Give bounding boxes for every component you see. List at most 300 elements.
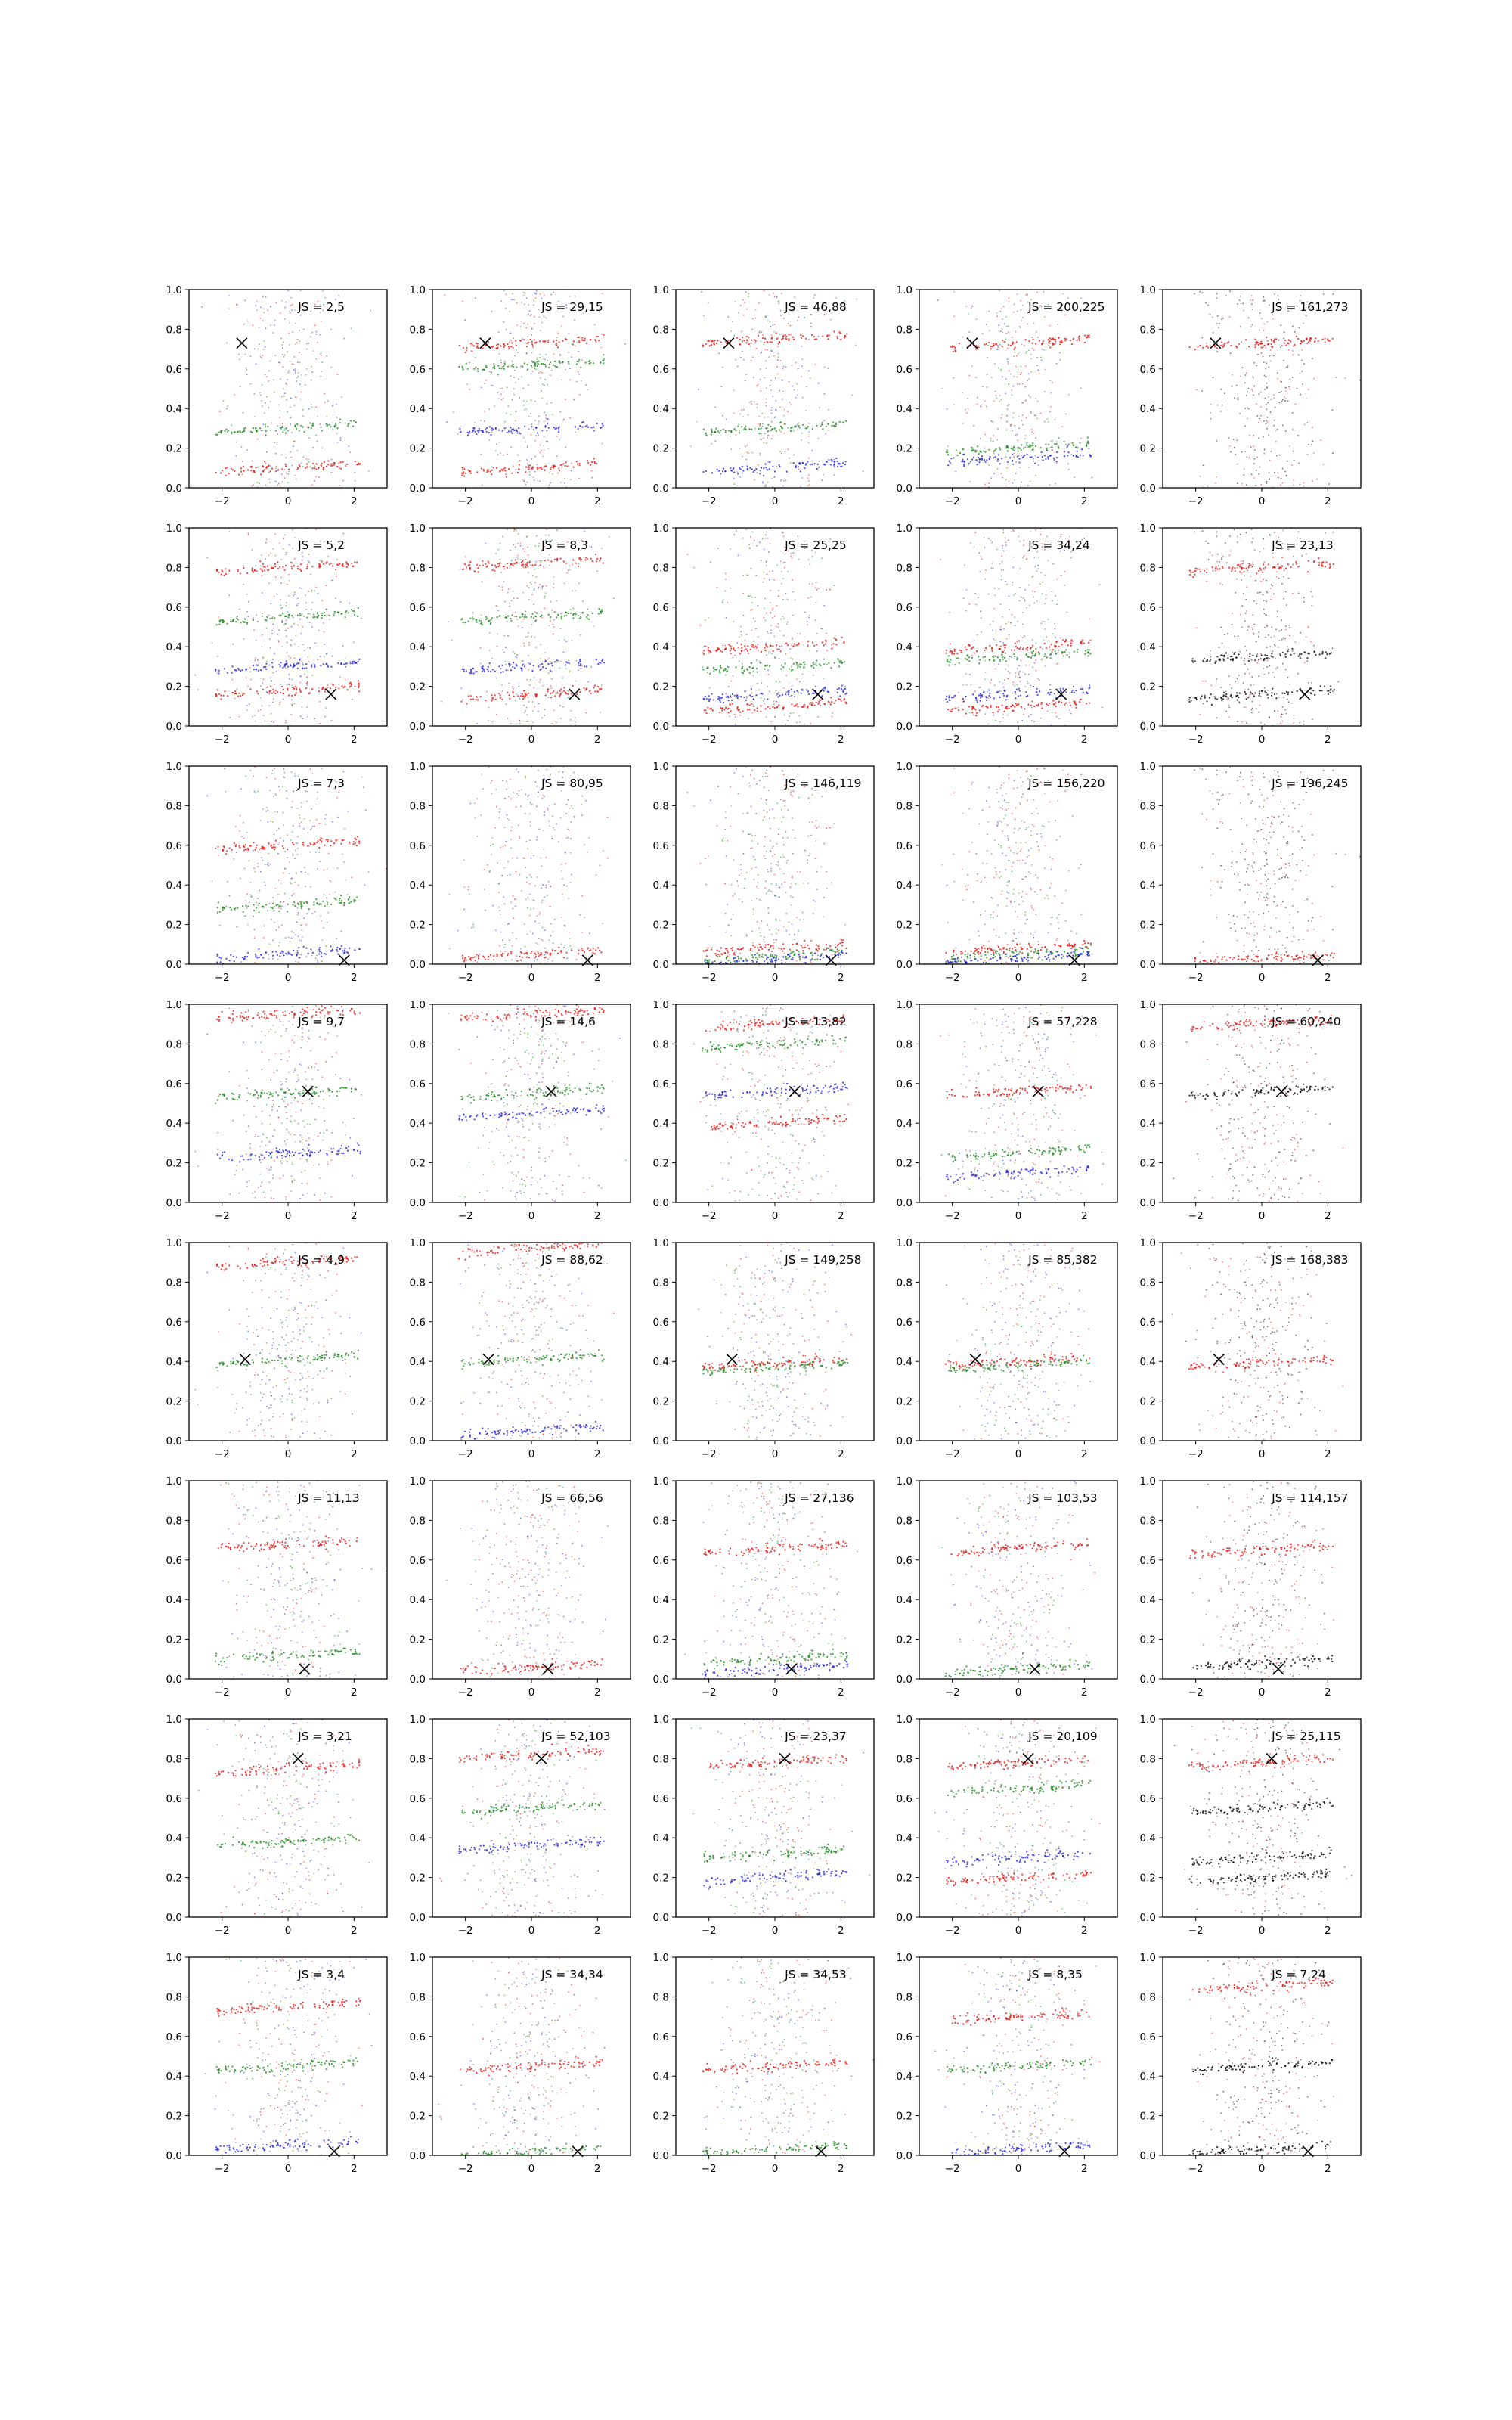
band-point [531,361,533,362]
band-point [1049,455,1051,457]
scatter-point [803,644,804,646]
scatter-point [1032,348,1033,349]
band-point [265,669,267,670]
scatter-point [336,559,338,560]
scatter-point [570,710,572,712]
band-point [305,663,307,665]
band-point [470,669,472,670]
scatter-point [972,306,974,307]
scatter-point [547,360,548,361]
band-point [1025,339,1027,340]
scatter-point [789,458,790,459]
scatter-point [830,319,832,321]
band-point [547,663,549,665]
scatter-point [1030,371,1032,373]
scatter-point [730,548,731,550]
scatter-point [593,625,594,627]
scatter-point [472,613,474,614]
scatter-point [503,615,504,616]
band-point [787,644,789,646]
band-point [834,463,835,464]
band-point [462,473,463,474]
y-tick-label: 1.0 [166,523,182,535]
band-point [1222,346,1224,348]
band-point [751,668,753,669]
scatter-point [1022,424,1024,426]
band-point [566,465,568,467]
scatter-point [990,477,992,479]
scatter-point [314,642,316,644]
band-point [347,424,349,425]
scatter-points [937,290,1093,489]
band-point [989,456,990,458]
band-point [348,564,349,566]
band-point [800,334,801,336]
band-point [237,431,238,433]
scatter-point [559,640,560,641]
band-point [318,615,319,616]
band-point [584,559,586,560]
scatter-point [795,362,797,364]
scatter-point [1247,456,1248,458]
band-point [498,430,500,431]
scatter-point [512,293,513,295]
scatter-point [292,705,293,706]
scatter-point [262,706,263,707]
scatter-point [488,707,490,709]
scatter-point [289,322,290,324]
scatter-point [290,424,291,425]
scatter-point [798,715,800,716]
scatter-point [980,406,981,408]
scatter-point [314,480,315,482]
y-tick-label: 0.8 [166,562,182,574]
band-point [531,365,532,366]
scatter-point [503,581,505,582]
scatter-point [544,385,545,386]
band-point [512,364,513,365]
scatter-point [308,561,310,563]
scatter-point [510,446,512,448]
scatter-point [243,324,245,325]
band-point [1064,441,1065,442]
scatter-point [1059,352,1061,353]
scatter-point [1035,398,1036,399]
band-point [273,691,274,693]
scatter-point [275,453,277,455]
scatter-point [486,691,488,693]
band-point [741,672,742,673]
scatter-point [530,679,531,681]
scatter-point [531,374,532,375]
scatter-point [284,356,285,358]
scatter-point [500,300,502,302]
scatter-point [323,622,324,624]
scatter-point [299,619,301,620]
band-point [968,463,969,464]
band-point [1073,455,1074,456]
scatter-point [736,486,738,487]
scatter-point [298,376,299,377]
scatter-point [1013,376,1015,377]
scatter-point [361,618,362,619]
scatter-point [756,659,758,661]
scatter-point [287,379,288,380]
scatter-point [787,427,789,429]
scatter-point [1248,408,1250,410]
band-point [743,340,745,341]
scatter-point [1037,370,1039,371]
scatter-point [1303,486,1305,487]
scatter-point [1059,359,1061,361]
scatter-point [754,479,755,481]
band-point [302,667,303,669]
scatter-point [561,467,562,468]
scatter-point [740,626,742,628]
band-point [746,669,748,670]
scatter-point [290,407,291,408]
scatter-point [767,461,769,463]
scatter-point [1241,483,1243,485]
scatter-point [271,633,273,634]
scatter-point [533,347,534,349]
band-point [302,664,304,666]
scatter-point [287,653,288,654]
scatter-point [743,315,745,316]
scatter-point [1009,481,1010,482]
scatter-point [544,597,546,599]
band-point [252,569,253,571]
scatter-point [776,466,777,467]
scatter-point [336,576,337,577]
scatter-point [1017,434,1018,436]
band-point [355,686,356,687]
scatter-point [280,378,281,380]
band-point [816,659,817,661]
band-point [843,691,844,693]
band-point [246,572,248,574]
band-point [788,693,789,695]
band-point [524,362,525,364]
band-point [751,644,753,645]
band-point [256,570,257,572]
scatter-point [511,299,513,300]
scatter-point [722,601,723,603]
scatter-point [516,557,517,558]
scatter-point [740,631,742,632]
scatter-point [1014,479,1015,481]
scatter-point [229,594,231,596]
band-point [327,464,329,465]
band-point [727,709,728,710]
scatter-point [1025,386,1027,388]
scatter-point [296,604,298,606]
scatter-point [568,333,569,334]
band-point [274,566,276,567]
band-point [724,668,726,669]
scatter-point [566,572,568,574]
scatter-point [339,485,340,486]
scatter-point [745,374,747,375]
band-point [572,685,574,687]
band-point [1058,446,1059,448]
scatter-point [544,359,546,361]
scatter-point [986,324,987,325]
scatter-point [1035,437,1036,439]
scatter-point [1013,386,1015,387]
band-point [545,660,547,662]
band-point [764,338,766,340]
band-point [727,697,729,698]
scatter-point [601,334,603,335]
band-point [550,467,552,468]
band-point [1059,343,1061,345]
band-point [468,565,469,566]
scatter-point [287,473,289,475]
scatter-point [1297,435,1299,436]
scatter-point [290,645,292,647]
scatter-point [773,579,775,581]
scatter-point [269,638,271,640]
scatter-point [767,435,769,436]
band-point [811,334,813,336]
subplot-r2-c4 [897,523,1117,746]
band-point [297,566,299,567]
scatter-point [802,397,804,399]
scatter-point [809,431,810,433]
band-point [271,666,273,668]
scatter-point [750,595,751,597]
band-point [577,464,578,465]
scatter-point [329,619,330,620]
band-point [235,670,237,672]
y-tick-label: 0.6 [897,364,912,376]
band-point [466,363,467,365]
scatter-point [340,439,342,441]
scatter-point [287,411,288,413]
band-point [1012,454,1013,455]
band-point [845,420,847,422]
band-point [488,562,490,563]
band-point [258,670,259,672]
band-point [1083,455,1084,456]
scatter-point [1251,295,1253,296]
scatter-point [549,658,550,659]
scatter-point [757,407,758,408]
scatter-point [1014,352,1015,353]
scatter-point [754,428,756,430]
scatter-point [751,712,753,714]
y-tick-label: 1.0 [166,284,182,296]
scatter-point [965,409,966,411]
scatter-point [740,305,742,306]
scatter-point [999,395,1001,396]
band-point [226,467,228,468]
scatter-point [755,575,757,576]
band-point [491,371,492,373]
band-point [589,690,590,692]
scatter-point [503,455,504,456]
band-point [748,709,750,710]
scatter-point [1019,326,1021,327]
band-point [352,661,353,662]
scatter-point [767,633,769,634]
band-point [796,690,798,692]
scatter-point [1265,376,1266,377]
scatter-point [1044,391,1046,392]
scatter-point [763,442,764,443]
scatter-point [743,359,745,361]
band-point [731,700,733,701]
band-point [332,465,333,467]
band-point [593,362,594,364]
scatter-point [302,560,303,561]
band-point [802,424,804,426]
scatter-point [311,407,313,408]
scatter-point [863,470,864,472]
band-point [580,367,581,368]
scatter-point [349,661,351,662]
band-point [485,700,486,701]
band-point [1287,343,1289,344]
band-point [823,663,825,665]
band-point [301,613,302,615]
band-point [953,346,955,347]
scatter-point [580,634,581,636]
scatter-point [528,572,529,573]
scatter-point [529,315,531,317]
scatter-point [265,402,266,404]
scatter-point [1270,411,1272,413]
scatter-point [318,630,320,631]
x-marker [723,338,734,349]
scatter-point [798,535,799,537]
band-point [252,432,253,433]
scatter-point [801,439,802,441]
band-point [1032,339,1033,340]
scatter-point [507,386,508,388]
band-point [703,650,705,651]
band-point [826,426,827,427]
band-point [280,615,282,616]
band-point [291,615,293,616]
scatter-point [1248,388,1250,389]
scatter-point [810,702,812,703]
scatter-point [1285,387,1287,389]
band-point [1224,343,1225,344]
scatter-point [491,432,493,433]
scatter-point [1021,366,1022,368]
band-point [1042,460,1043,461]
band-point [576,363,578,365]
scatter-point [809,583,810,585]
band-point [508,468,510,470]
scatter-point [489,632,491,634]
band-point [480,696,482,697]
scatter-point [270,677,271,678]
scatter-point [781,583,782,585]
band-point [319,564,321,566]
scatter-point [523,705,525,706]
scatter-point [260,709,262,710]
band-point [497,347,498,349]
scatter-point [286,620,287,622]
band-point [831,459,832,461]
band-point [824,464,826,465]
scatter-point [1047,418,1049,420]
band-point [1041,451,1043,453]
band-point [804,467,805,469]
scatter-point [1015,473,1017,474]
scatter-point [1003,306,1005,308]
band-point [522,698,524,700]
scatter-point [315,407,317,408]
x-tick-label: −2 [215,734,230,746]
scatter-point [1256,365,1257,367]
scatter-point [497,646,498,647]
scatter-point [774,324,776,325]
scatter-point [584,531,585,532]
band-point [259,560,261,562]
scatter-point [211,642,212,644]
band-point [240,467,242,469]
scatter-point [269,665,271,666]
scatter-point [1332,452,1334,454]
scatter-point [536,290,538,292]
scatter-point [809,484,810,486]
band-point [522,560,523,562]
scatter-point [541,322,543,324]
band-point [477,368,479,370]
scatter-point [550,620,551,622]
band-point [781,339,782,340]
band-point [357,616,358,617]
scatter-point [757,403,758,405]
scatter-point [560,482,562,483]
band-point [598,340,600,341]
scatter-point [1049,380,1051,382]
band-point [527,364,528,365]
band-point [751,703,752,705]
scatter-point [1219,345,1221,346]
band-point [481,620,482,622]
band-point [600,611,601,613]
band-point [1035,445,1036,447]
band-point [558,429,559,430]
scatter-point [265,558,266,560]
band-point [353,420,355,421]
scatter-point [540,451,541,453]
scatter-point [541,611,542,613]
band-point [718,432,720,433]
band-point [718,470,720,472]
scatter-point [462,301,463,302]
band-point [959,343,960,344]
band-point [255,427,256,429]
band-point [753,471,754,473]
scatter-point [520,326,522,327]
scatter-point [522,592,524,594]
band-point [237,569,239,570]
scatter-point [243,638,245,640]
band-point [296,688,297,690]
band-point [496,344,497,346]
band-point [247,469,249,470]
band-point [348,612,349,613]
scatter-point [1269,355,1271,357]
scatter-point [792,591,794,593]
scatter-point [781,645,782,647]
